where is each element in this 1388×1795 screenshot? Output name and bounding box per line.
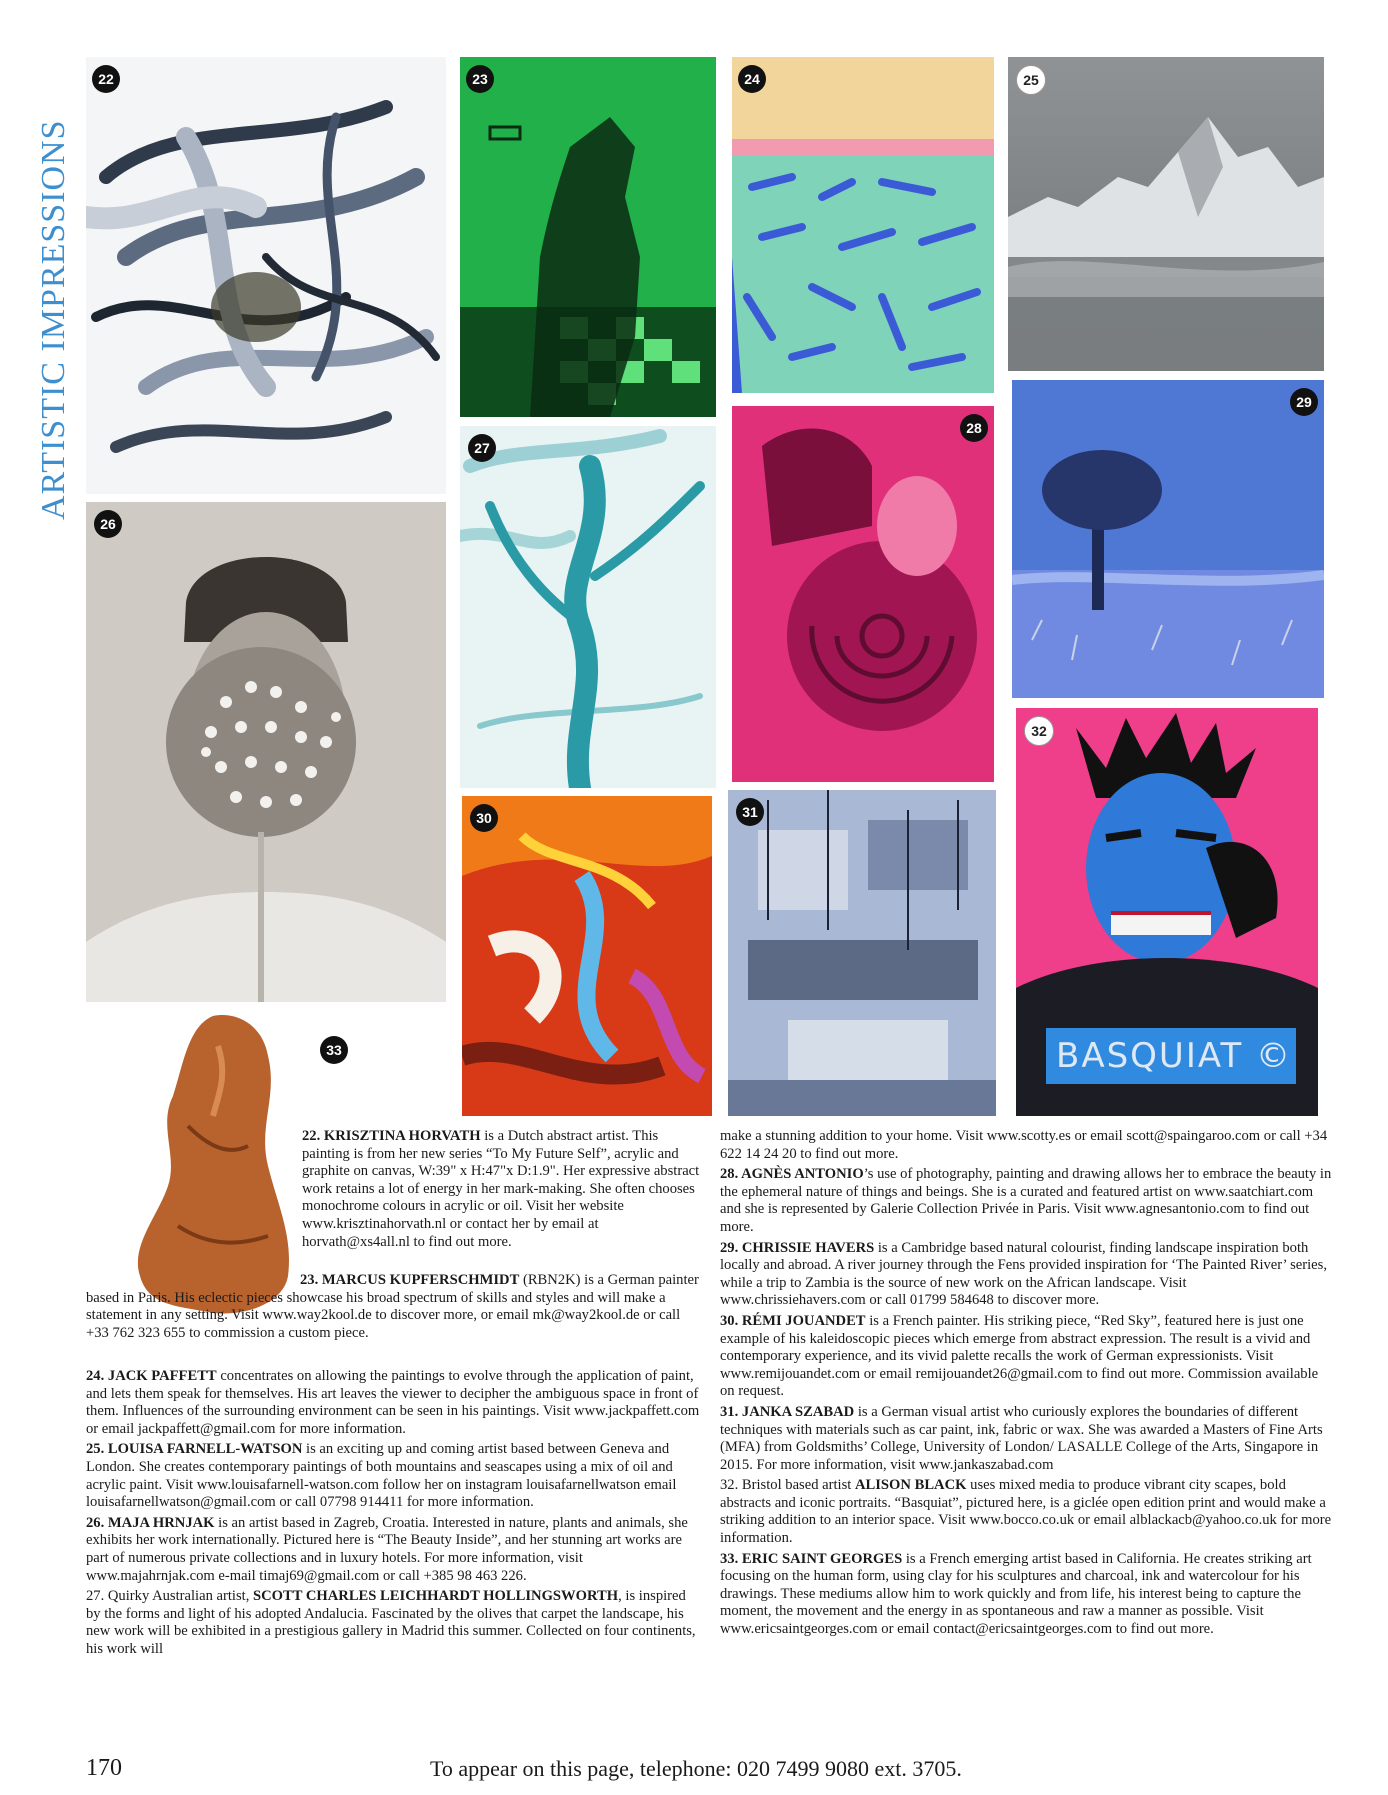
- artwork-24: [732, 57, 994, 393]
- text-entry-27: [86, 1588, 704, 1658]
- entry-heading: 28. AGNÈS ANTONIO: [720, 1166, 864, 1183]
- artwork-26: [86, 502, 446, 1002]
- entry-heading: 29. CHRISSIE HAVERS: [720, 1239, 875, 1256]
- entry-heading: 31. JANKA SZABAD: [720, 1403, 855, 1420]
- entry-body: is a French painter. His striking piece, “Red Sky”, featured here is just one example of his kaleidoscopic pieces which emerge from abstract expression. The result is a vivid and contemporary experience, and its vivid palette recalls the work of German expressionists. Visit www.remijouandet.com or email remijouandet26@gmail.com to find out more. Commission available on request.: [720, 1312, 1319, 1400]
- mountain-painting-image: [1008, 57, 1324, 371]
- artwork-22: [86, 57, 446, 494]
- text-entry-24: [86, 1368, 704, 1438]
- basquiat-caption-text: BASQUIAT ©: [1056, 1036, 1293, 1076]
- artwork-number-badge: 23: [466, 65, 494, 93]
- artwork-number-badge: 32: [1024, 716, 1054, 746]
- entry-body: is a French emerging artist based in California. He creates striking art focusing on the human form, using clay for his sculptures and charcoal, ink and watercolour for his drawings. These mediums allow him to work quickly and from life, his interest being to capture the moment, the movement and the energy in as spontaneous and raw a manner as possible. Visit www.ericsaintgeorges.com or email contact@ericsaintgeorges.com to find out more.: [720, 1550, 1312, 1638]
- artwork-32: [1016, 708, 1318, 1116]
- artwork-number-badge: 26: [94, 510, 122, 538]
- mixed-media-abstract-image: [728, 790, 996, 1116]
- text-entry-30: [720, 1313, 1332, 1401]
- entry-body: (RBN2K) is a German painter based in Paris. His eclectic pieces showcase his broad spectrum of skills and styles and will make a statement in any setting. Visit www.way2kool.de to discover more, or email mk@way2kool.de or call +33 762 323 655 to commission a custom piece.: [86, 1272, 699, 1341]
- entry-body: uses mixed media to produce vibrant city scapes, bold abstracts and iconic portraits. “Basquiat”, pictured here, is a giclée open edition print and would make a striking addition to an interior space. Visit www.bocco.co.uk or email alblackacb@yahoo.co.uk for more information.: [720, 1477, 1332, 1547]
- entry-heading: 25. LOUISA FARNELL-WATSON: [86, 1441, 303, 1458]
- artwork-25: [1008, 57, 1324, 371]
- artwork-27: [460, 426, 716, 788]
- artwork-31: [728, 790, 996, 1116]
- entry-heading-pre: 32. Bristol based artist: [720, 1477, 855, 1494]
- entry-heading: 33. ERIC SAINT GEORGES: [720, 1550, 903, 1567]
- text-entry-29: [720, 1240, 1332, 1310]
- entry-heading: 24. JACK PAFFETT: [86, 1368, 217, 1384]
- entry-body: is a Cambridge based natural colourist, finding landscape inspiration both locally and abroad. A river journey through the Fens provided inspiration for ‘The Painted River’ series, while a trip to Zambia is the source of new work on the African landscape. Visit www.chrissiehavers.com or call 01799 584648 to discover more.: [720, 1239, 1327, 1309]
- text-entry-26: [86, 1515, 704, 1585]
- blue-tree-landscape-image: [1012, 380, 1324, 698]
- footer-contact-text: To appear on this page, telephone: 020 7499 9080 ext. 3705.: [430, 1756, 962, 1781]
- artwork-29: [1012, 380, 1324, 698]
- entry-heading: 23. MARCUS KUPFERSCHMIDT: [300, 1272, 520, 1288]
- text-entry-23: [86, 1272, 704, 1345]
- text-entry-28: [720, 1166, 1332, 1236]
- entry-heading: 22. KRISZTINA HORVATH: [302, 1128, 481, 1144]
- artwork-number-badge-33: 33: [320, 1036, 348, 1064]
- entry-heading: 30. RÉMI JOUANDET: [720, 1312, 866, 1329]
- entry-body: is a German visual artist who curiously explores the boundaries of different techniques with materials such as car paint, ink, fabric or wax. She was awarded a Masters of Fine Arts (MFA) from Goldsmiths’ College, University of London/ LASALLE College of the Arts, Singapore in 2015. For more information, visit www.jankaszabad.com: [720, 1403, 1323, 1473]
- abstract-brushstrokes-image: [86, 57, 446, 494]
- pink-couple-rose-image: [732, 406, 994, 782]
- entry-heading-pre: 27. Quirky Australian artist,: [86, 1588, 253, 1605]
- entry-body: is a Dutch abstract artist. This painting is from her new series “To My Future Self”, acrylic and graphite on canvas, W:39" x H:47"x D:1.9". Her expressive abstract work retains a lot of energy in her mark-making. She often chooses monochrome colours in acrylic or oil. Visit her website www.krisztinahorvath.nl or contact her by email at horvath@xs4all.nl to find out more.: [302, 1128, 700, 1250]
- artwork-number-badge: 31: [736, 798, 764, 826]
- entry-heading: ALISON BLACK: [854, 1477, 967, 1494]
- text-entry-32: [720, 1477, 1332, 1547]
- page-number: 170: [86, 1755, 122, 1781]
- text-entry-33: [720, 1551, 1332, 1639]
- entry-body: , is inspired by the forms and light of his adopted Andalucia. Fascinated by the olives that carpet the landscape, his new work will be exhibited in a prestigious gallery in Madrid this summer. Collected on four continents, his work will: [86, 1588, 696, 1657]
- section-title: ARTISTIC IMPRESSIONS: [35, 119, 72, 520]
- olive-tree-painting-image: [460, 426, 716, 788]
- entry-body: ’s use of photography, painting and drawing allows her to embrace the beauty in the ephemeral nature of things and beings. She is a curated and featured artist on www.saatchiart.com and she is represented by Galerie Collection Privée in Paris. Visit www.agnesantonio.com to find out more.: [720, 1166, 1332, 1235]
- entry-heading: SCOTT CHARLES LEICHHARDT HOLLINGSWORTH: [253, 1588, 619, 1605]
- text-entry-25: [86, 1441, 704, 1511]
- text-column-right: [720, 1128, 1332, 1642]
- entry-body: is an artist based in Zagreb, Croatia. Interested in nature, plants and animals, she exhibits her work internationally. Pictured here is “The Beauty Inside”, and her stunning art works are part of numerous private collections and in luxury hotels. For more information, visit www.majahrnjak.com e-mail timaj69@gmail.com or call +385 98 463 226.: [86, 1514, 688, 1584]
- text-entry-22: [302, 1128, 704, 1254]
- artwork-number-badge: 27: [468, 434, 496, 462]
- artwork-number-badge: 28: [960, 414, 988, 442]
- entry-body: is an exciting up and coming artist based between Geneva and London. She creates contemporary paintings of both mountains and seascapes using a mix of oil and acrylic paint. Visit www.louisafarnell-watson.com follow her on instagram louisafarnellwatson email louisafarnellwatson@gmail.com or call 07798 914411 for more information.: [86, 1441, 677, 1511]
- text-entry-27-continued: make a stunning addition to your home. Visit www.scotty.es or email scott@spaingaroo.com or call +34 622 14 24 20 to find out more.: [720, 1128, 1328, 1162]
- artwork-number-badge: 29: [1290, 388, 1318, 416]
- portrait-with-flower-image: [86, 502, 446, 1002]
- artwork-number-badge: 30: [470, 804, 498, 832]
- text-entry-31: [720, 1404, 1332, 1474]
- artwork-number-badge: 25: [1016, 65, 1046, 95]
- artwork-number-badge: 22: [92, 65, 120, 93]
- pastel-abstract-painting-image: [732, 57, 994, 393]
- entry-body: concentrates on allowing the paintings to evolve through the application of paint, and lets them speak for themselves. His art leaves the viewer to decipher the ambiguous space in front of them. Influences of the surrounding environment can be seen in his paintings. Visit www.jackpaffett.com or email jackpaffett@gmail.com for more information.: [86, 1368, 700, 1437]
- entry-heading: 26. MAJA HRNJAK: [86, 1514, 215, 1531]
- text-column-left: [86, 1368, 704, 1662]
- artwork-23: [460, 57, 716, 417]
- artwork-28: [732, 406, 994, 782]
- red-sky-abstract-image: [462, 796, 712, 1116]
- green-dog-painting-image: [460, 57, 716, 417]
- artwork-number-badge: 24: [738, 65, 766, 93]
- artwork-30: [462, 796, 712, 1116]
